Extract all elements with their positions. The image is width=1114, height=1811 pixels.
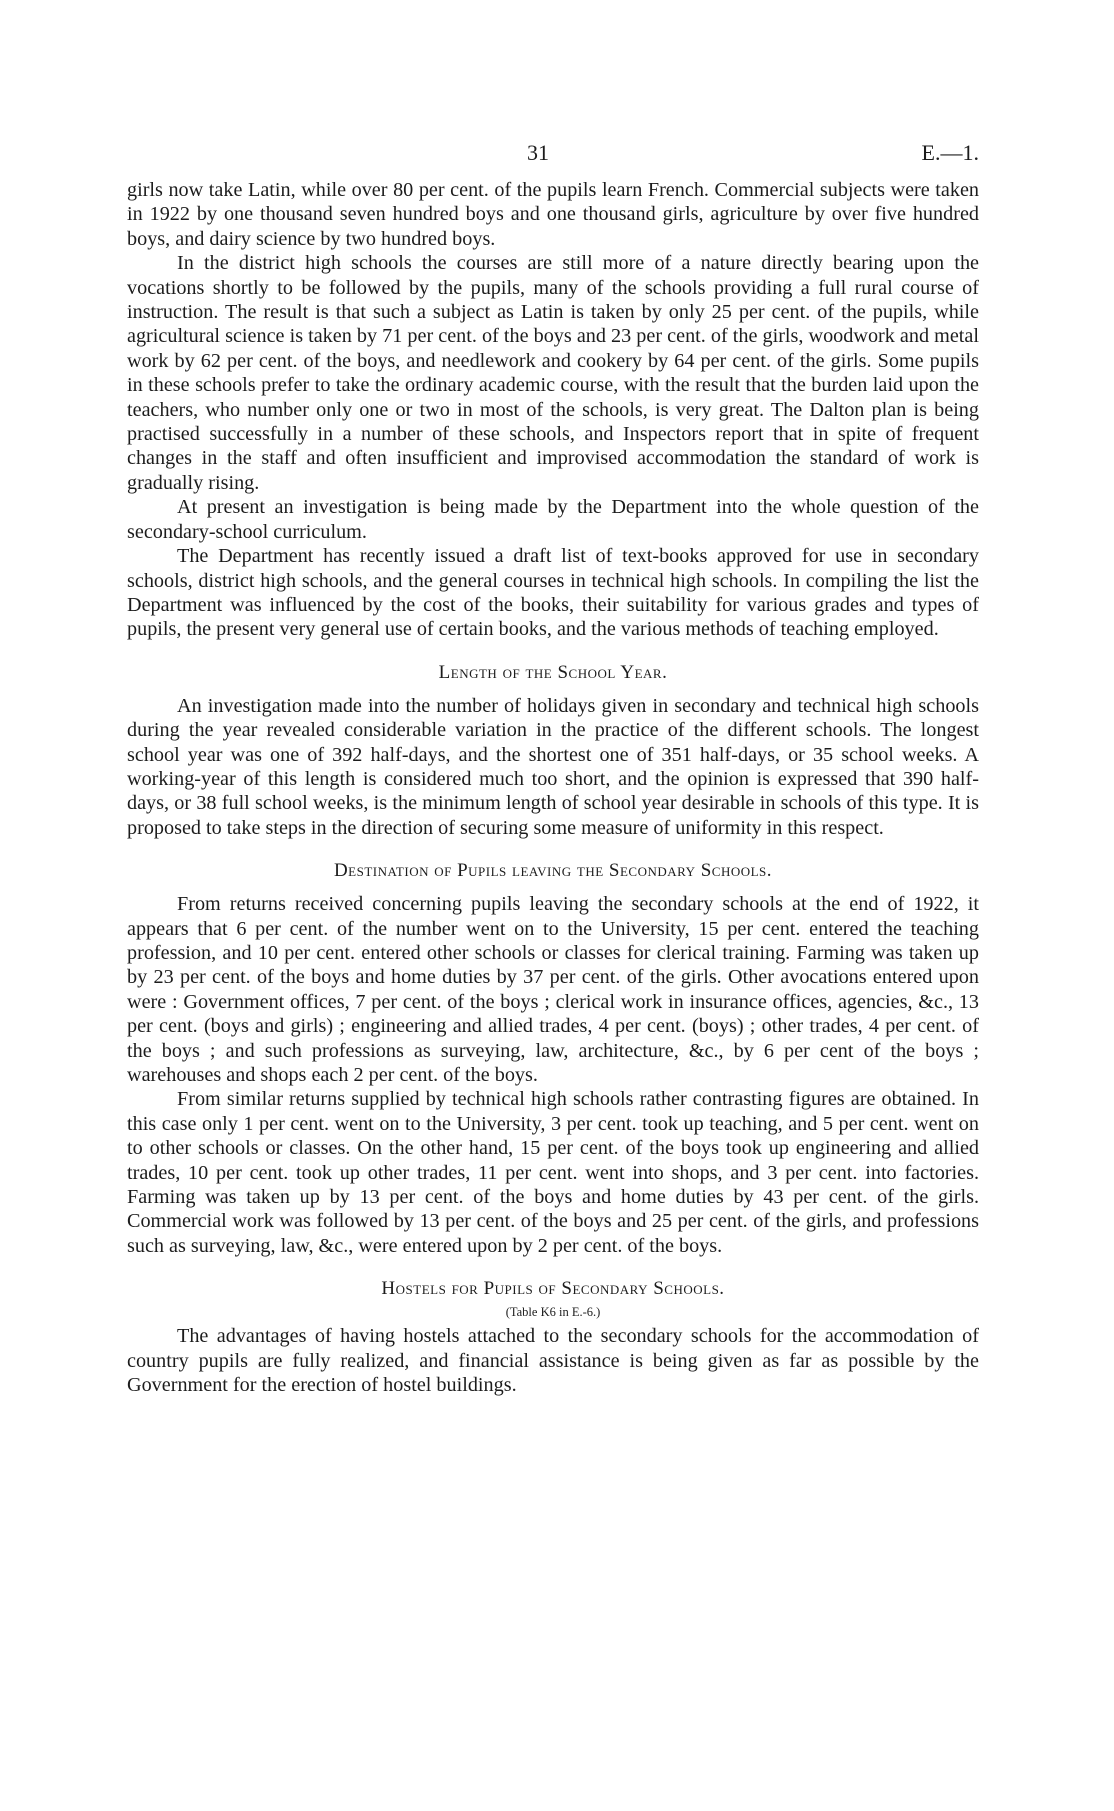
- paragraph-text-books: The Department has recently issued a draft list of text-books approved for use in secondary schools, district high schools, and the general courses in technical high schools. In compiling the list the Department was influenced by the cost of the books, their suitability for various grades and types of pupils, the present very general use of certain books, and the various methods of teaching employed.: [127, 545, 979, 641]
- paragraph-school-year: An investigation made into the number of holidays given in secondary and technical high schools during the year revealed considerable variation in the practice of the different schools. The longest school year was one of 392 half-days, and the shortest one of 351 half-days, or 35 school weeks. A working-year of this length is considered much too short, and the opinion is expressed that 390 half-days, or 38 full school weeks, is the minimum length of school year desirable in schools of this type. It is proposed to take steps in the direction of securing some measure of uniformity in this respect.: [127, 694, 979, 839]
- running-header: [127, 140, 979, 170]
- section-heading-length-of-school-year: Length of the School Year.: [438, 661, 668, 683]
- paragraph-continued: girls now take Latin, while over 80 per cent. of the pupils learn French. Commercial subjects were taken in 1922 by one thousand seven hundred boys and one thousand girls, agriculture by over five hundred boys, and dairy science by two hundred boys.: [127, 179, 979, 250]
- section-heading-hostels: Hostels for Pupils of Secondary Schools.: [381, 1278, 725, 1300]
- body-text: [127, 178, 979, 1397]
- paper-reference: E.—1.: [921, 140, 979, 165]
- table-reference-note: (Table K6 in E.-6.): [505, 1305, 601, 1320]
- section-heading-destination-of-pupils: Destination of Pupils leaving the Secondary Schools.: [333, 860, 773, 882]
- paragraph-hostels: The advantages of having hostels attached to the secondary schools for the accommodation of country pupils are fully realized, and financial assistance is being given as far as possible by the Government for the erection of hostel buildings.: [127, 1325, 979, 1397]
- paragraph-secondary-destinations: From returns received concerning pupils leaving the secondary schools at the end of 1922, it appears that 6 per cent. of the number went on to the University, 15 per cent. entered the teaching profession, and 10 per cent. entered other schools or classes for clerical training. Farming was taken up by 23 per cent. of the boys and home duties by 37 per cent. of the girls. Other avocations entered upon were : Government offices, 7 per cent. of the boys ; clerical work in insurance offices, agencies, &c., 13 per cent. (boys and girls) ; engineering and allied trades, 4 per cent. (boys) ; other trades, 4 per cent. of the boys ; and such professions as surveying, law, architecture, &c., by 6 per cent of the boys ; warehouses and shops each 2 per cent. of the boys.: [127, 893, 979, 1086]
- page-number: 31: [527, 140, 549, 165]
- paragraph-district-high-schools: In the district high schools the courses are still more of a nature directly bearing upon the vocations shortly to be followed by the pupils, many of the schools providing a full rural course of instruction. The result is that such a subject as Latin is taken by only 25 per cent. of the pupils, while agricultural science is taken by 71 per cent. of the boys and 23 per cent. of the girls, woodwork and metal work by 62 per cent. of the boys, and needlework and cookery by 64 per cent. of the girls. Some pupils in these schools prefer to take the ordinary academic course, with the result that the burden laid upon the teachers, who number only one or two in most of the schools, is very great. The Dalton plan is being practised successfully in a number of these schools, and Inspectors report that in spite of frequent changes in the staff and often insufficient and improvised accommodation the standard of work is gradually rising.: [127, 252, 979, 494]
- paragraph-curriculum-investigation: At present an investigation is being made by the Department into the whole question of the secondary-school curriculum.: [127, 496, 979, 543]
- paragraph-technical-destinations: From similar returns supplied by technical high schools rather contrasting figures are obtained. In this case only 1 per cent. went on to the University, 3 per cent. took up teaching, and 5 per cent. went on to other schools or classes. On the other hand, 15 per cent. of the boys took up engineering and allied trades, 10 per cent. took up other trades, 11 per cent. went into shops, and 3 per cent. into factories. Farming was taken up by 13 per cent. of the boys and home duties by 43 per cent. of the girls. Commercial work was followed by 13 per cent. of the boys and 25 per cent. of the girls, and professions such as surveying, law, &c., were entered upon by 2 per cent. of the boys.: [127, 1088, 979, 1257]
